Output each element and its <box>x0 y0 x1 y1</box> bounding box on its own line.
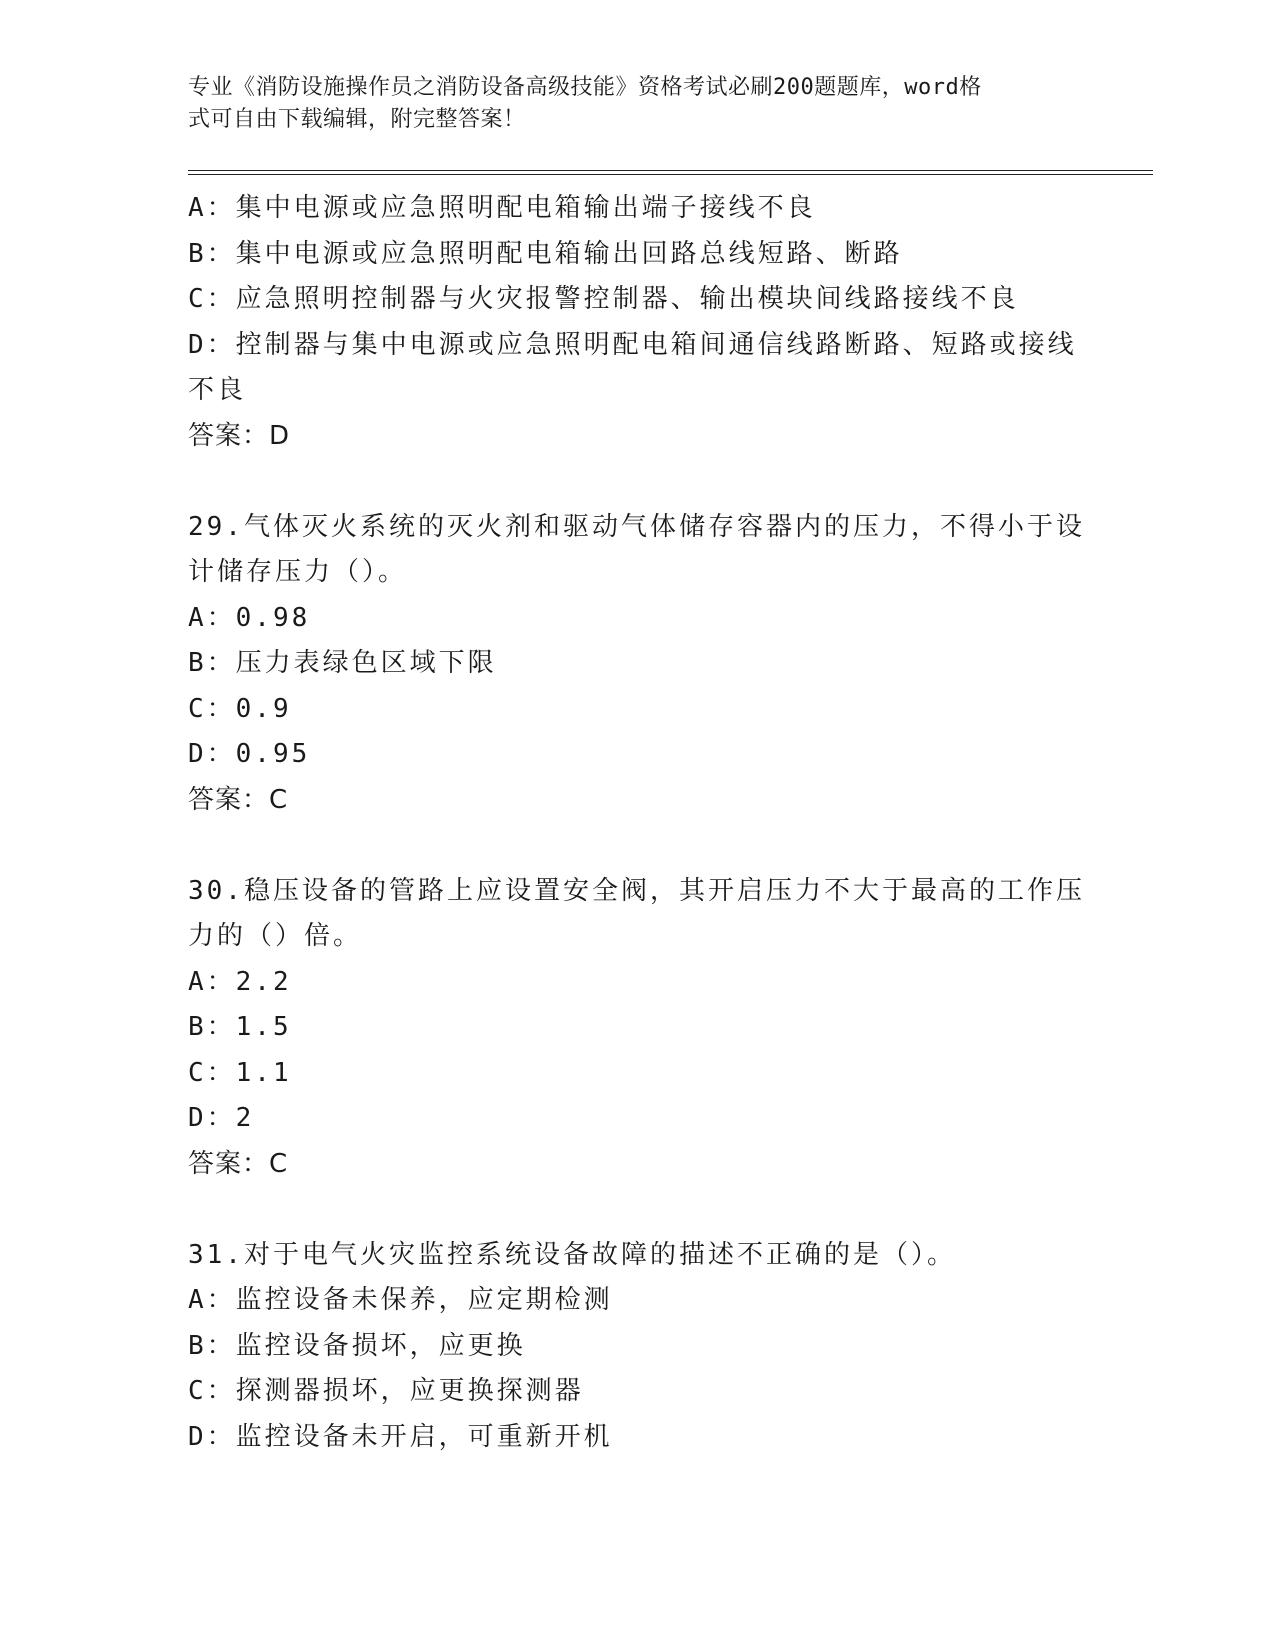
spacer <box>188 1187 1088 1233</box>
question-stem-line-1: 29.气体灭火系统的灭火剂和驱动气体储存容器内的压力，不得小于设 <box>188 511 1085 542</box>
option-a: A：2.2 <box>188 966 292 997</box>
option-c: C：探测器损坏，应更换探测器 <box>188 1376 584 1406</box>
header-title <box>188 72 1068 136</box>
question-30 <box>188 869 1088 1188</box>
option-c: C：1.1 <box>188 1057 292 1088</box>
document-header <box>188 72 1153 175</box>
question-28-options <box>188 186 1088 459</box>
option-b: B：1.5 <box>188 1012 292 1042</box>
question-stem-line-2: 力的（）倍。 <box>188 921 363 951</box>
spacer <box>188 823 1088 869</box>
option-a: A：集中电源或应急照明配电箱输出端子接线不良 <box>188 193 816 223</box>
option-d: D：0.95 <box>188 739 311 769</box>
option-d-line-2: 不良 <box>188 375 247 405</box>
answer: 答案：D <box>188 420 291 451</box>
option-c: C：应急照明控制器与火灾报警控制器、输出模块间线路接线不良 <box>188 284 1019 314</box>
option-b: B：集中电源或应急照明配电箱输出回路总线短路、断路 <box>188 238 903 269</box>
question-31 <box>188 1233 1088 1461</box>
header-line-2: 式可自由下载编辑，附完整答案！ <box>188 107 526 132</box>
option-d-line-1: D：控制器与集中电源或应急照明配电箱间通信线路断路、短路或接线 <box>188 329 1077 360</box>
header-line-1: 专业《消防设施操作员之消防设备高级技能》资格考试必刷200题题库，word格 <box>188 75 982 100</box>
question-29 <box>188 505 1088 824</box>
option-d: D：2 <box>188 1103 255 1133</box>
answer: 答案：C <box>188 1148 289 1179</box>
question-stem-line-2: 计储存压力（）。 <box>188 557 408 587</box>
option-a: A：0.98 <box>188 602 311 633</box>
spacer <box>188 459 1088 505</box>
option-b: B：监控设备损坏，应更换 <box>188 1330 526 1361</box>
option-c: C：0.9 <box>188 693 292 724</box>
header-divider <box>188 170 1153 175</box>
question-stem-line-1: 30.稳压设备的管路上应设置安全阀，其开启压力不大于最高的工作压 <box>188 875 1085 906</box>
option-b: B：压力表绿色区域下限 <box>188 648 497 678</box>
question-stem-line-1: 31.对于电气火灾监控系统设备故障的描述不正确的是（）。 <box>188 1239 956 1270</box>
answer: 答案：C <box>188 784 289 815</box>
option-a: A：监控设备未保养，应定期检测 <box>188 1285 613 1315</box>
question-list <box>188 186 1088 1460</box>
option-d: D：监控设备未开启，可重新开机 <box>188 1421 613 1452</box>
